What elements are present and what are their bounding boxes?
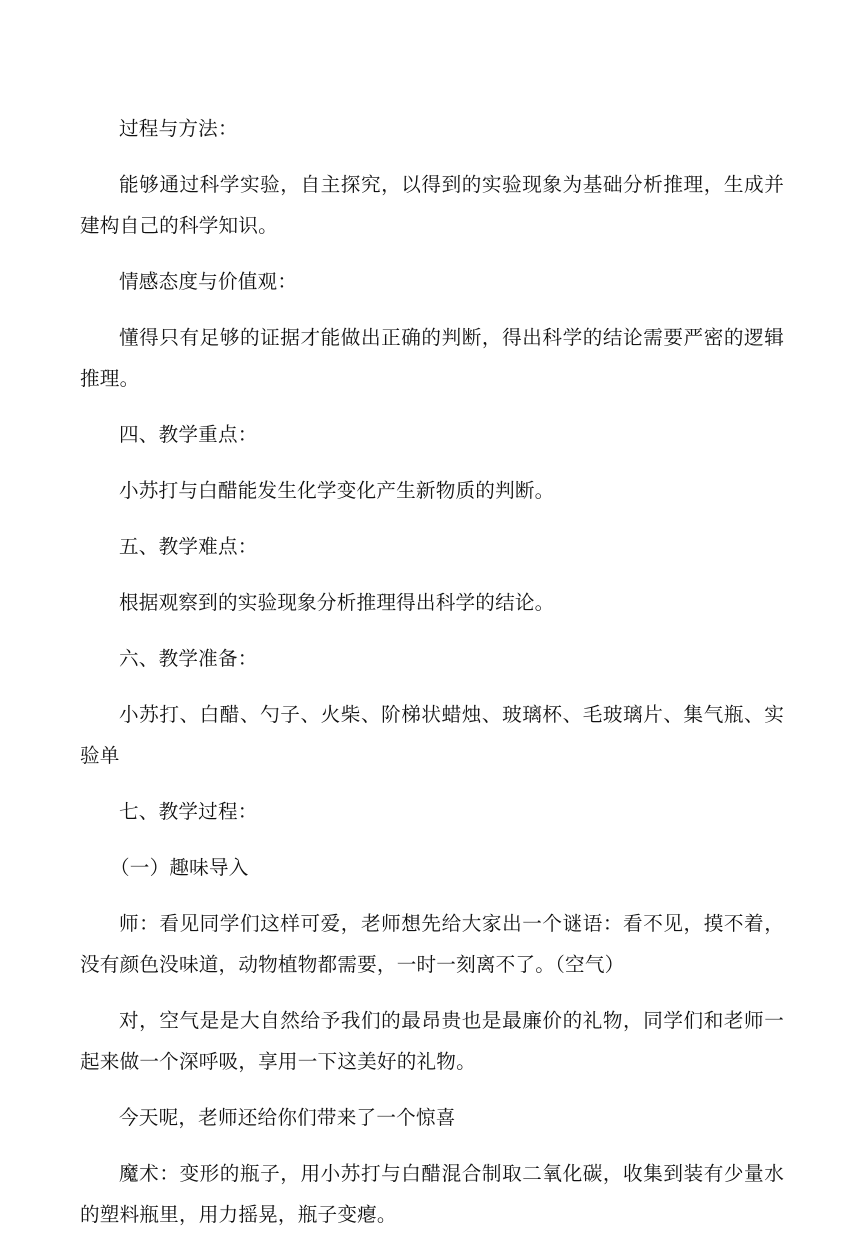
paragraph-air-gift: 对，空气是是大自然给予我们的最昂贵也是最廉价的礼物，同学们和老师一起来做一个深呼吸，享用一下这美好的礼物。 <box>80 1009 784 1073</box>
heading-teaching-preparation: 六、教学准备： <box>119 647 258 670</box>
paragraph-teaching-focus: 小苏打与白醋能发生化学变化产生新物质的判断。 <box>119 479 555 502</box>
heading-teaching-process: 七、教学过程： <box>119 800 258 823</box>
paragraph-process-method: 能够通过科学实验，自主探究，以得到的实验现象为基础分析推理，生成并建构自己的科学知识。 <box>80 173 784 237</box>
paragraph-emotion-attitude: 懂得只有足够的证据才能做出正确的判断，得出科学的结论需要严密的逻辑推理。 <box>80 326 784 390</box>
heading-teaching-focus: 四、教学重点： <box>119 423 258 446</box>
paragraph-teaching-preparation: 小苏打、白醋、勺子、火柴、阶梯状蜡烛、玻璃杯、毛玻璃片、集气瓶、实验单 <box>80 703 784 767</box>
paragraph-teacher-riddle: 师：看见同学们这样可爱，老师想先给大家出一个谜语：看不见，摸不着，没有颜色没味道，动物植物都需要，一时一刻离不了。（空气） <box>80 912 784 976</box>
heading-teaching-difficulty: 五、教学难点： <box>119 535 258 558</box>
paragraph-teaching-difficulty: 根据观察到的实验现象分析推理得出科学的结论。 <box>119 591 555 614</box>
heading-process-method: 过程与方法： <box>119 117 238 140</box>
document-body <box>80 108 784 1250</box>
heading-emotion-attitude: 情感态度与价值观： <box>119 270 298 293</box>
paragraph-surprise: 今天呢，老师还给你们带来了一个惊喜 <box>119 1106 456 1129</box>
paragraph-magic-bottle: 魔术：变形的瓶子，用小苏打与白醋混合制取二氧化碳，收集到装有少量水的塑料瓶里，用力摇晃，瓶子变瘪。 <box>80 1162 784 1226</box>
subheading-fun-introduction: （一）趣味导入 <box>110 856 249 879</box>
